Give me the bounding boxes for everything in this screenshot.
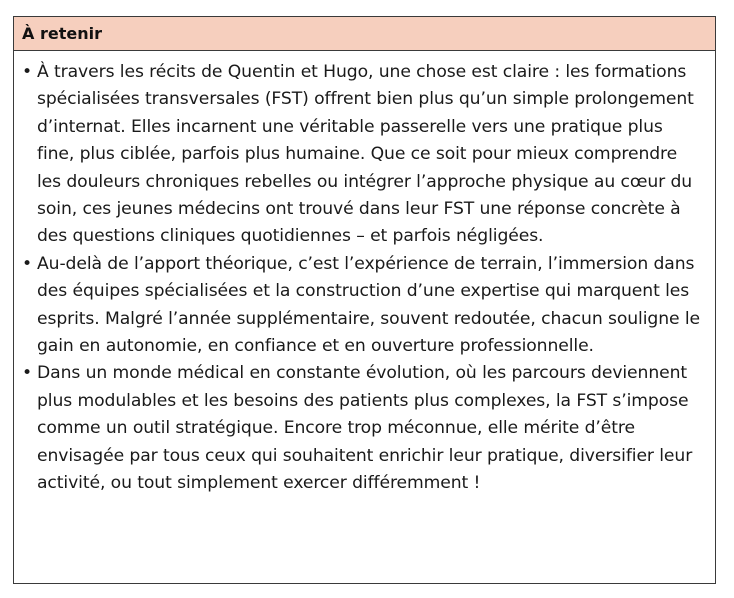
box-title: À retenir bbox=[14, 17, 715, 51]
key-takeaways-box bbox=[13, 16, 716, 584]
bullet-icon: • bbox=[22, 253, 33, 274]
takeaway-item bbox=[22, 59, 705, 251]
takeaway-item bbox=[22, 251, 705, 361]
takeaway-item bbox=[22, 360, 705, 497]
bullet-icon: • bbox=[22, 363, 33, 384]
takeaway-text: À travers les récits de Quentin et Hugo, une chose est claire : les formations spécialisées transversales (FST) offrent bien plus qu’un simple prolongement d’internat. Elles incarnent une véritable passerelle vers une pratique plus fine, plus ciblée, parfois plus humaine. Que ce soit pour mieux comprendre les douleurs chroniques rebelles ou intégrer l’approche physique au cœur du soin, ces jeunes médecins ont trouvé dans leur FST une réponse concrète à des questions cliniques quotidiennes – et parfois négligées. bbox=[37, 62, 694, 247]
bullet-icon: • bbox=[22, 62, 33, 82]
takeaway-text: Dans un monde médical en constante évolution, où les parcours deviennent plus modulables et les besoins des patients plus complexes, la FST s’impose comme un outil stratégique. Encore trop méconnue, elle mérite d’être envisagée par tous ceux qui souhaitent enrichir leur pratique, diversifier leur activité, ou tout simplement exercer différemment ! bbox=[37, 363, 693, 494]
takeaway-list bbox=[22, 59, 705, 498]
takeaway-text: Au-delà de l’apport théorique, c’est l’expérience de terrain, l’immersion dans des équipes spécialisées et la construction d’une expertise qui marquent les esprits. Malgré l’année supplémentaire, souvent redoutée, chacun souligne le gain en autonomie, en confiance et en ouverture professionnelle. bbox=[37, 253, 700, 357]
box-body bbox=[14, 51, 715, 498]
